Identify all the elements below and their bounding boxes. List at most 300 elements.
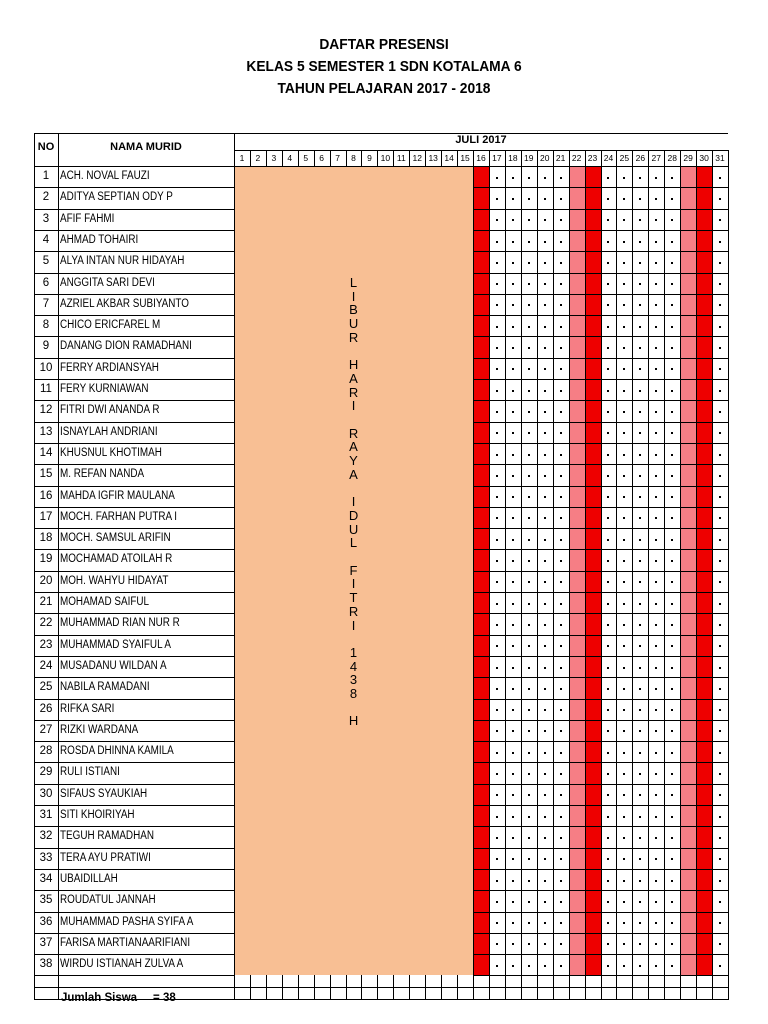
attendance-mark — [528, 773, 530, 775]
attendance-mark — [671, 219, 673, 221]
attendance-mark — [607, 390, 609, 392]
attendance-mark — [623, 943, 625, 945]
attendance-mark — [544, 752, 546, 754]
day-number: 16 — [476, 153, 486, 163]
holiday-letter: 4 — [349, 658, 358, 674]
grid-line-v — [314, 975, 315, 999]
attendance-mark — [544, 283, 546, 285]
attendance-mark — [544, 560, 546, 562]
grid-line-h — [34, 987, 728, 988]
attendance-mark — [639, 688, 641, 690]
attendance-mark — [528, 517, 530, 519]
student-number: 2 — [42, 191, 50, 204]
attendance-mark — [607, 262, 609, 264]
attendance-mark — [671, 922, 673, 924]
attendance-mark — [719, 730, 721, 732]
attendance-mark — [607, 475, 609, 477]
attendance-mark — [544, 901, 546, 903]
attendance-mark — [528, 667, 530, 669]
attendance-mark — [639, 262, 641, 264]
attendance-mark — [719, 496, 721, 498]
attendance-mark — [512, 304, 514, 306]
attendance-mark — [544, 773, 546, 775]
attendance-mark — [496, 816, 498, 818]
attendance-mark — [544, 858, 546, 860]
attendance-mark — [512, 581, 514, 583]
attendance-mark — [496, 858, 498, 860]
day-number: 27 — [651, 153, 661, 163]
attendance-mark — [719, 901, 721, 903]
student-name: MUHAMMAD RIAN NUR R — [60, 617, 180, 630]
attendance-mark — [544, 816, 546, 818]
attendance-mark — [719, 262, 721, 264]
grid-line-h — [34, 592, 234, 593]
attendance-mark — [671, 304, 673, 306]
attendance-mark — [528, 347, 530, 349]
attendance-mark — [639, 560, 641, 562]
attendance-mark — [719, 773, 721, 775]
attendance-mark — [639, 539, 641, 541]
attendance-mark — [719, 752, 721, 754]
attendance-mark — [544, 198, 546, 200]
attendance-mark — [512, 965, 514, 967]
holiday-letter: U — [348, 521, 359, 537]
day-number: 26 — [635, 153, 646, 163]
attendance-mark — [607, 454, 609, 456]
attendance-mark — [544, 411, 546, 413]
grid-line-v — [696, 150, 697, 999]
attendance-mark — [655, 219, 657, 221]
attendance-mark — [719, 454, 721, 456]
attendance-mark — [512, 432, 514, 434]
grid-line-v — [346, 975, 347, 999]
grid-line-v — [489, 150, 490, 999]
student-number: 27 — [39, 723, 53, 736]
holiday-letter: B — [349, 302, 358, 318]
student-name: MUSADANU WILDAN A — [60, 659, 167, 672]
student-name: ISNAYLAH ANDRIANI — [60, 425, 158, 438]
holiday-letter: A — [349, 466, 358, 482]
day-number: 3 — [271, 153, 277, 163]
attendance-mark — [496, 709, 498, 711]
attendance-mark — [528, 475, 530, 477]
attendance-mark — [512, 283, 514, 285]
attendance-mark — [607, 198, 609, 200]
attendance-mark — [623, 177, 625, 179]
grid-line-h — [34, 826, 234, 827]
grid-line-v — [680, 150, 681, 999]
attendance-mark — [607, 368, 609, 370]
student-number: 30 — [39, 787, 53, 800]
attendance-mark — [544, 475, 546, 477]
attendance-mark — [560, 880, 562, 882]
attendance-mark — [639, 645, 641, 647]
holiday-letter: I — [351, 288, 356, 304]
attendance-mark — [560, 794, 562, 796]
student-number: 1 — [42, 170, 50, 182]
attendance-mark — [607, 347, 609, 349]
attendance-mark — [623, 752, 625, 754]
attendance-mark — [528, 922, 530, 924]
attendance-mark — [528, 730, 530, 732]
attendance-mark — [671, 283, 673, 285]
grid-line-h — [34, 400, 234, 401]
student-number: 32 — [39, 830, 53, 843]
grid-line-h — [34, 422, 234, 423]
attendance-mark — [544, 837, 546, 839]
attendance-mark — [560, 454, 562, 456]
attendance-mark — [496, 581, 498, 583]
attendance-mark — [719, 965, 721, 967]
attendance-mark — [512, 475, 514, 477]
attendance-mark — [719, 475, 721, 477]
student-name: RIZKI WARDANA — [60, 723, 139, 736]
attendance-mark — [544, 922, 546, 924]
attendance-mark — [719, 943, 721, 945]
holiday-letter: R — [348, 384, 359, 400]
attendance-mark — [671, 837, 673, 839]
student-name: ROUDATUL JANNAH — [60, 894, 156, 907]
attendance-mark — [623, 219, 625, 221]
attendance-mark — [544, 219, 546, 221]
title-block — [0, 34, 768, 100]
student-number: 7 — [42, 297, 50, 310]
day-number: 22 — [571, 153, 582, 163]
attendance-mark — [544, 496, 546, 498]
attendance-mark — [623, 858, 625, 860]
attendance-mark — [496, 645, 498, 647]
grid-line-h — [34, 166, 728, 167]
attendance-mark — [719, 709, 721, 711]
attendance-mark — [655, 347, 657, 349]
attendance-mark — [528, 496, 530, 498]
attendance-mark — [719, 198, 721, 200]
attendance-mark — [671, 198, 673, 200]
attendance-mark — [671, 475, 673, 477]
student-number: 10 — [39, 361, 53, 374]
student-number: 24 — [39, 659, 53, 672]
attendance-mark — [560, 496, 562, 498]
holiday-letter: H — [348, 713, 359, 729]
attendance-mark — [719, 624, 721, 626]
attendance-mark — [639, 816, 641, 818]
day-number: 28 — [667, 153, 677, 163]
attendance-mark — [623, 794, 625, 796]
attendance-mark — [655, 432, 657, 434]
student-name: CHICO ERICFAREL M — [60, 319, 161, 332]
attendance-mark — [560, 198, 562, 200]
attendance-mark — [528, 432, 530, 434]
attendance-mark — [496, 667, 498, 669]
attendance-mark — [512, 326, 514, 328]
grid-line-h — [34, 912, 234, 913]
attendance-mark — [496, 411, 498, 413]
student-name: AZRIEL AKBAR SUBIYANTO — [60, 297, 189, 310]
attendance-mark — [560, 858, 562, 860]
student-number: 22 — [39, 617, 53, 630]
attendance-mark — [655, 262, 657, 264]
attendance-mark — [528, 368, 530, 370]
student-name: ADITYA SEPTIAN ODY P — [60, 191, 173, 204]
attendance-mark — [544, 667, 546, 669]
grid-line-h — [34, 230, 234, 231]
attendance-mark — [639, 432, 641, 434]
grid-line-h — [34, 848, 234, 849]
attendance-mark — [544, 390, 546, 392]
day-number: 8 — [351, 153, 356, 163]
attendance-mark — [560, 517, 562, 519]
attendance-mark — [544, 326, 546, 328]
attendance-mark — [528, 560, 530, 562]
attendance-mark — [496, 794, 498, 796]
attendance-mark — [496, 624, 498, 626]
attendance-mark — [639, 667, 641, 669]
holiday-letter: 8 — [349, 686, 358, 701]
attendance-mark — [671, 730, 673, 732]
attendance-mark — [544, 624, 546, 626]
attendance-mark — [528, 965, 530, 967]
attendance-mark — [512, 198, 514, 200]
attendance-mark — [623, 709, 625, 711]
day-number: 13 — [428, 153, 438, 163]
attendance-mark — [639, 411, 641, 413]
attendance-mark — [655, 304, 657, 306]
attendance-mark — [496, 454, 498, 456]
attendance-mark — [560, 390, 562, 392]
attendance-mark — [528, 283, 530, 285]
student-number: 9 — [42, 340, 50, 353]
attendance-mark — [719, 283, 721, 285]
attendance-mark — [560, 241, 562, 243]
attendance-mark — [671, 901, 673, 903]
attendance-mark — [528, 539, 530, 541]
holiday-letter: I — [351, 494, 356, 510]
student-number: 25 — [39, 681, 53, 694]
attendance-mark — [607, 752, 609, 754]
attendance-mark — [671, 411, 673, 413]
grid-line-h — [34, 486, 234, 487]
attendance-mark — [639, 603, 641, 605]
attendance-mark — [512, 560, 514, 562]
attendance-mark — [512, 454, 514, 456]
attendance-mark — [719, 177, 721, 179]
title-line-3: TAHUN PELAJARAN 2017 - 2018 — [277, 80, 491, 97]
attendance-mark — [607, 730, 609, 732]
attendance-mark — [639, 837, 641, 839]
attendance-mark — [512, 816, 514, 818]
attendance-mark — [639, 752, 641, 754]
attendance-mark — [623, 901, 625, 903]
attendance-mark — [639, 965, 641, 967]
grid-line-v — [393, 975, 394, 999]
day-number: 5 — [303, 153, 309, 163]
attendance-mark — [623, 603, 625, 605]
attendance-mark — [544, 709, 546, 711]
header-no: NO — [37, 141, 55, 153]
no-column-divider — [58, 133, 59, 999]
attendance-mark — [671, 645, 673, 647]
grid-line-v — [473, 150, 474, 999]
grid-line-h — [34, 379, 234, 380]
attendance-mark — [655, 411, 657, 413]
attendance-mark — [560, 219, 562, 221]
attendance-mark — [671, 880, 673, 882]
attendance-mark — [496, 688, 498, 690]
attendance-mark — [623, 304, 625, 306]
attendance-mark — [512, 517, 514, 519]
attendance-mark — [623, 517, 625, 519]
student-name: FITRI DWI ANANDA R — [60, 404, 160, 417]
grid-line-v — [505, 150, 506, 999]
attendance-mark — [528, 752, 530, 754]
attendance-mark — [560, 326, 562, 328]
attendance-mark — [655, 922, 657, 924]
attendance-mark — [560, 304, 562, 306]
attendance-mark — [607, 837, 609, 839]
attendance-mark — [607, 624, 609, 626]
attendance-mark — [639, 730, 641, 732]
grid-line-v — [441, 975, 442, 999]
attendance-mark — [496, 198, 498, 200]
attendance-mark — [544, 517, 546, 519]
attendance-mark — [719, 411, 721, 413]
attendance-mark — [639, 475, 641, 477]
attendance-mark — [639, 709, 641, 711]
student-number: 6 — [42, 276, 50, 289]
attendance-mark — [655, 688, 657, 690]
attendance-mark — [544, 454, 546, 456]
attendance-mark — [512, 688, 514, 690]
student-number: 28 — [39, 745, 53, 758]
attendance-mark — [671, 624, 673, 626]
student-number: 4 — [42, 233, 50, 246]
attendance-mark — [560, 645, 562, 647]
attendance-mark — [623, 880, 625, 882]
student-name: WIRDU ISTIANAH ZULVA A — [60, 958, 184, 971]
attendance-mark — [528, 645, 530, 647]
attendance-mark — [719, 603, 721, 605]
attendance-mark — [671, 560, 673, 562]
attendance-mark — [607, 241, 609, 243]
attendance-mark — [623, 198, 625, 200]
attendance-mark — [512, 837, 514, 839]
attendance-mark — [623, 837, 625, 839]
attendance-mark — [719, 560, 721, 562]
attendance-mark — [528, 688, 530, 690]
attendance-mark — [512, 858, 514, 860]
day-number: 2 — [255, 153, 261, 163]
attendance-mark — [496, 539, 498, 541]
attendance-mark — [623, 326, 625, 328]
attendance-mark — [528, 241, 530, 243]
attendance-mark — [623, 432, 625, 434]
attendance-mark — [719, 304, 721, 306]
attendance-mark — [671, 752, 673, 754]
grid-line-v — [632, 150, 633, 999]
day-number: 30 — [699, 153, 709, 163]
holiday-letter: H — [348, 357, 359, 373]
attendance-mark — [719, 517, 721, 519]
attendance-mark — [560, 922, 562, 924]
attendance-mark — [512, 645, 514, 647]
attendance-mark — [639, 880, 641, 882]
attendance-mark — [655, 880, 657, 882]
attendance-mark — [655, 943, 657, 945]
student-name: DANANG DION RAMADHANI — [60, 340, 192, 353]
holiday-letter: U — [348, 316, 359, 332]
attendance-mark — [719, 347, 721, 349]
attendance-mark — [607, 560, 609, 562]
attendance-mark — [623, 390, 625, 392]
attendance-mark — [639, 922, 641, 924]
attendance-mark — [528, 624, 530, 626]
attendance-mark — [639, 624, 641, 626]
student-name: MOCH. FARHAN PUTRA I — [60, 510, 178, 523]
attendance-mark — [512, 730, 514, 732]
grid-line-h — [34, 741, 234, 742]
attendance-mark — [639, 390, 641, 392]
grid-line-v — [569, 150, 570, 999]
attendance-mark — [560, 581, 562, 583]
attendance-mark — [544, 539, 546, 541]
attendance-mark — [544, 794, 546, 796]
attendance-mark — [671, 667, 673, 669]
day-number: 21 — [555, 153, 566, 163]
grid-line-h — [34, 784, 234, 785]
attendance-mark — [639, 326, 641, 328]
attendance-mark — [544, 304, 546, 306]
attendance-mark — [544, 603, 546, 605]
grid-line-v — [616, 150, 617, 999]
attendance-mark — [512, 262, 514, 264]
student-name: MAHDA IGFIR MAULANA — [60, 489, 175, 502]
attendance-mark — [623, 624, 625, 626]
attendance-mark — [623, 581, 625, 583]
grid-line-v — [266, 975, 267, 999]
holiday-letter: A — [349, 439, 358, 455]
grid-line-h — [34, 294, 234, 295]
attendance-mark — [623, 241, 625, 243]
attendance-mark — [607, 816, 609, 818]
attendance-mark — [512, 347, 514, 349]
attendance-mark — [623, 645, 625, 647]
student-number: 18 — [39, 532, 53, 545]
attendance-mark — [719, 922, 721, 924]
student-name: NABILA RAMADANI — [60, 681, 150, 694]
grid-line-h — [34, 762, 234, 763]
grid-line-h — [34, 933, 234, 934]
attendance-mark — [528, 454, 530, 456]
title-line-1: DAFTAR PRESENSI — [319, 36, 449, 53]
attendance-mark — [671, 262, 673, 264]
attendance-mark — [528, 901, 530, 903]
attendance-mark — [512, 539, 514, 541]
attendance-mark — [671, 943, 673, 945]
attendance-mark — [639, 304, 641, 306]
attendance-mark — [528, 198, 530, 200]
student-number: 29 — [39, 766, 53, 779]
grid-line-h — [34, 187, 234, 188]
attendance-mark — [560, 603, 562, 605]
holiday-letter: I — [351, 398, 356, 414]
grid-line-h — [34, 975, 234, 976]
attendance-mark — [496, 922, 498, 924]
attendance-mark — [639, 517, 641, 519]
grid-line-h — [34, 890, 234, 891]
attendance-mark — [607, 496, 609, 498]
attendance-mark — [671, 241, 673, 243]
attendance-mark — [496, 347, 498, 349]
